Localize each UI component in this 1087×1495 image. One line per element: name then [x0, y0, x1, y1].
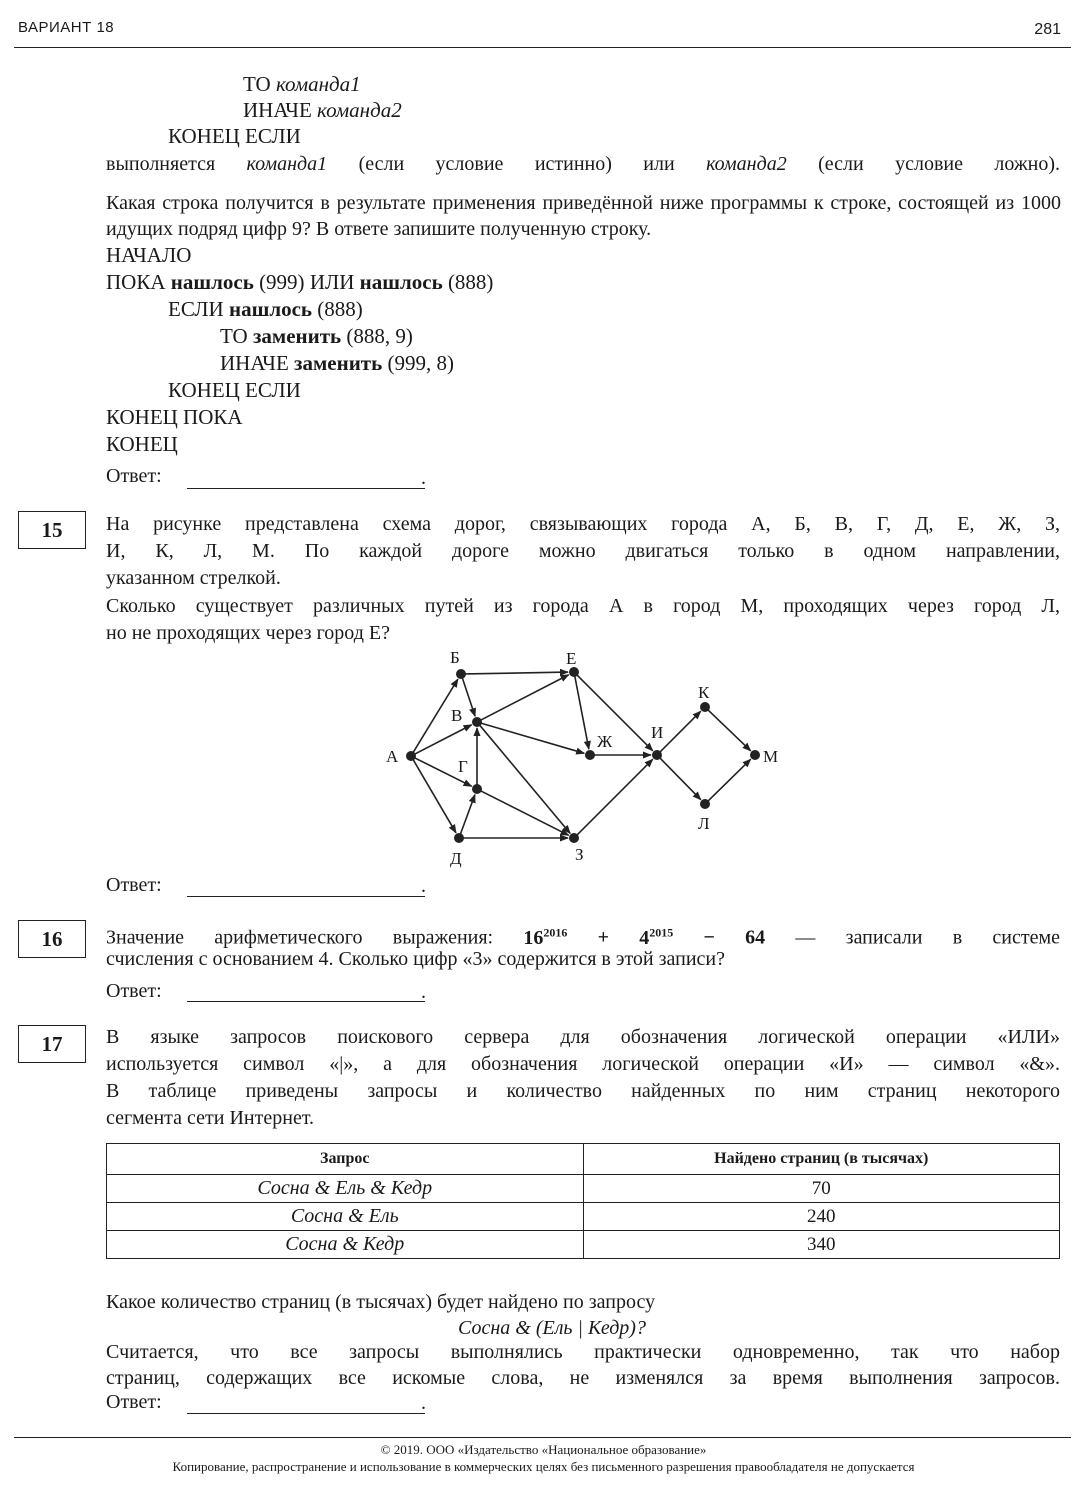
edge-В-Ж — [481, 723, 584, 753]
node-V — [472, 717, 482, 727]
intro-text-c: (если условие истинно) или — [358, 153, 675, 175]
const-64: 64 — [745, 926, 766, 949]
task17-line3: В таблице приведены запросы и количество найденных по ним страниц некоторого — [106, 1080, 1060, 1102]
found-arg: (999) — [259, 270, 305, 294]
edge-Б-В — [462, 678, 475, 717]
while-keyword: ПОКА — [106, 270, 166, 294]
found-keyword: нашлось — [359, 270, 443, 294]
then-keyword: ТО — [220, 324, 248, 348]
page-number: 281 — [1034, 21, 1061, 38]
program-then-line — [220, 323, 413, 349]
label-D: Д — [450, 849, 462, 868]
label-E: Е — [566, 649, 577, 668]
else-keyword: ИНАЧЕ — [220, 351, 289, 375]
exp-2016: 2016 — [543, 925, 568, 939]
task16-answer-field[interactable] — [187, 1001, 425, 1002]
edge-Е-И — [577, 675, 653, 751]
variant-label: ВАРИАНТ 18 — [18, 19, 115, 36]
edge-Б-Е — [465, 672, 568, 674]
task17-line4: сегмента сети Интернет. — [106, 1107, 315, 1129]
task15-question-line2: но не проходящих через город Е? — [106, 622, 390, 644]
intro-else-line — [243, 97, 402, 123]
task16-answer-label: Ответ: — [106, 980, 162, 1002]
count-cell: 70 — [583, 1175, 1060, 1203]
edge-Д-Г — [460, 795, 475, 835]
header-divider — [14, 47, 1071, 48]
task17-query — [458, 1315, 646, 1341]
node-E — [569, 667, 579, 677]
task17-line2: используется символ «|», а для обозначения логической операции «И» — символ «&». — [106, 1053, 1060, 1075]
found-arg: (888) — [447, 270, 494, 294]
task15-question-line1: Сколько существует различных путей из города А в город М, проходящих через город Л, — [106, 595, 1060, 617]
base-16: 16 — [523, 926, 544, 949]
else-keyword: ИНАЧЕ — [243, 98, 312, 122]
program-endwhile: КОНЕЦ ПОКА — [106, 405, 243, 429]
program-endif: КОНЕЦ ЕСЛИ — [168, 378, 301, 402]
node-I — [652, 750, 662, 760]
task17-line1: В языке запросов поискового сервера для обозначения логической операции «ИЛИ» — [106, 1026, 1060, 1048]
footer-notice: Копирование, распространение и использование в коммерческих целях без письменного разрешения правообладателя не допускается — [172, 1459, 915, 1474]
task17-answer-dot: . — [421, 1392, 426, 1414]
node-B — [456, 669, 466, 679]
edge-З-И — [577, 759, 653, 835]
task15-text-line2: И, К, Л, М. По каждой дороге можно двигаться только в одном направлении, — [106, 540, 1060, 562]
intro-text-e: (если условие ложно). — [818, 153, 1061, 175]
intro-command1: команда1 — [246, 153, 328, 175]
task17-note-line2: страниц, содержащих все искомые слова, не изменялся за время выполнения запросов. — [106, 1367, 1060, 1389]
task17-answer-field[interactable] — [187, 1413, 425, 1414]
task16-text: — записали в системе — [795, 926, 1060, 949]
edge-Г-З — [481, 791, 569, 835]
road-graph — [380, 645, 800, 870]
node-A — [406, 751, 416, 761]
task17-question: Какое количество страниц (в тысячах) будет найдено по запросу — [106, 1291, 656, 1313]
column-header-query: Запрос — [107, 1144, 584, 1175]
edge-И-К — [660, 711, 701, 752]
table-row — [107, 1203, 1060, 1231]
count-cell: 340 — [583, 1231, 1060, 1259]
footer-divider — [14, 1437, 1071, 1438]
task14-question: Какая строка получится в результате применения приведённой ниже программы к строке, состоящей из 1000 идущих подряд цифр 9? В ответе запишите полученную строку. — [106, 192, 1061, 240]
task15-text-line1: На рисунке представлена схема дорог, связывающих города А, Б, В, Г, Д, Е, Ж, З, — [106, 513, 1060, 535]
label-G: Г — [458, 757, 468, 776]
program-if-line — [168, 296, 363, 322]
label-Z: З — [575, 845, 584, 864]
task15-text-line3: указанном стрелкой. — [106, 567, 281, 589]
command2-text: команда2 — [317, 98, 402, 122]
task16-number: 16 — [18, 920, 86, 958]
if-keyword: ЕСЛИ — [168, 297, 224, 321]
edge-И-Л — [660, 758, 701, 800]
edge-В-Е — [481, 675, 569, 720]
program-while-line — [106, 269, 493, 295]
query-cell: Сосна & Кедр — [107, 1231, 584, 1259]
replace-args: (888, 9) — [346, 324, 413, 348]
count-cell: 240 — [583, 1203, 1060, 1231]
label-ZH: Ж — [597, 732, 613, 751]
or-keyword: ИЛИ — [309, 270, 355, 294]
table-row — [107, 1175, 1060, 1203]
label-K: К — [698, 683, 710, 702]
replace-keyword: заменить — [294, 351, 383, 375]
program-end: КОНЕЦ — [106, 432, 178, 456]
label-L: Л — [698, 814, 710, 833]
task16-answer-dot: . — [421, 981, 426, 1003]
node-K — [700, 702, 710, 712]
intro-text-a: выполняется — [106, 153, 216, 175]
query-cell: Сосна & Ель & Кедр — [107, 1175, 584, 1203]
task15-answer-dot: . — [421, 875, 426, 897]
edge-Л-М — [708, 759, 751, 801]
table-row — [107, 1231, 1060, 1259]
label-V: В — [451, 706, 463, 725]
task16-text: Значение арифметического выражения: — [106, 926, 494, 949]
base-4: 4 — [639, 926, 650, 949]
exp-2015: 2015 — [649, 925, 674, 939]
node-G — [472, 784, 482, 794]
minus-sign: − — [703, 926, 715, 949]
intro-explanation — [106, 151, 1060, 177]
node-Z — [569, 833, 579, 843]
found-arg: (888) — [317, 297, 363, 321]
found-keyword: нашлось — [170, 270, 254, 294]
program-else-line — [220, 350, 454, 376]
node-L — [700, 799, 710, 809]
task14-answer-label: Ответ: — [106, 465, 162, 487]
task17-number: 17 — [18, 1025, 86, 1063]
column-header-count: Найдено страниц (в тысячах) — [583, 1144, 1060, 1175]
intro-then-line — [243, 71, 361, 97]
query-cell: Сосна & Ель — [107, 1203, 584, 1231]
command1-text: команда1 — [275, 72, 361, 96]
plus-sign: + — [597, 926, 610, 949]
task15-answer-label: Ответ: — [106, 874, 162, 896]
table-header-row — [107, 1144, 1060, 1175]
replace-args: (999, 8) — [387, 351, 454, 375]
query-table — [106, 1143, 1060, 1259]
program-start: НАЧАЛО — [106, 243, 192, 267]
node-ZH — [585, 750, 595, 760]
task15-number: 15 — [18, 511, 86, 549]
edge-В-З — [480, 725, 571, 833]
edge-К-М — [708, 710, 751, 751]
footer-copyright: © 2019. ООО «Издательство «Национальное образование» — [380, 1442, 707, 1457]
edge-А-Д — [413, 759, 456, 832]
task17-answer-label: Ответ: — [106, 1391, 162, 1413]
intro-endif-line: КОНЕЦ ЕСЛИ — [168, 124, 301, 148]
label-M: М — [763, 747, 779, 766]
task14-answer-field[interactable] — [187, 488, 425, 489]
intro-command2: команда2 — [706, 153, 787, 175]
label-B: Б — [450, 648, 460, 667]
query-expression: Сосна & (Ель | Кедр)? — [458, 1317, 646, 1339]
node-D — [454, 833, 464, 843]
node-M — [750, 750, 760, 760]
task15-answer-field[interactable] — [187, 896, 425, 897]
label-I: И — [651, 723, 664, 742]
replace-keyword: заменить — [252, 324, 342, 348]
edge-Е-Ж — [575, 676, 589, 749]
found-keyword: нашлось — [228, 297, 313, 321]
label-A: А — [386, 747, 399, 766]
edge-А-В — [415, 725, 472, 754]
task17-note-line1: Считается, что все запросы выполнялись практически одновременно, так что набор — [106, 1341, 1060, 1363]
task16-line2: счисления с основанием 4. Сколько цифр «3» содержится в этой записи? — [106, 948, 725, 970]
task14-answer-dot: . — [421, 467, 426, 489]
then-keyword: ТО — [243, 72, 271, 96]
